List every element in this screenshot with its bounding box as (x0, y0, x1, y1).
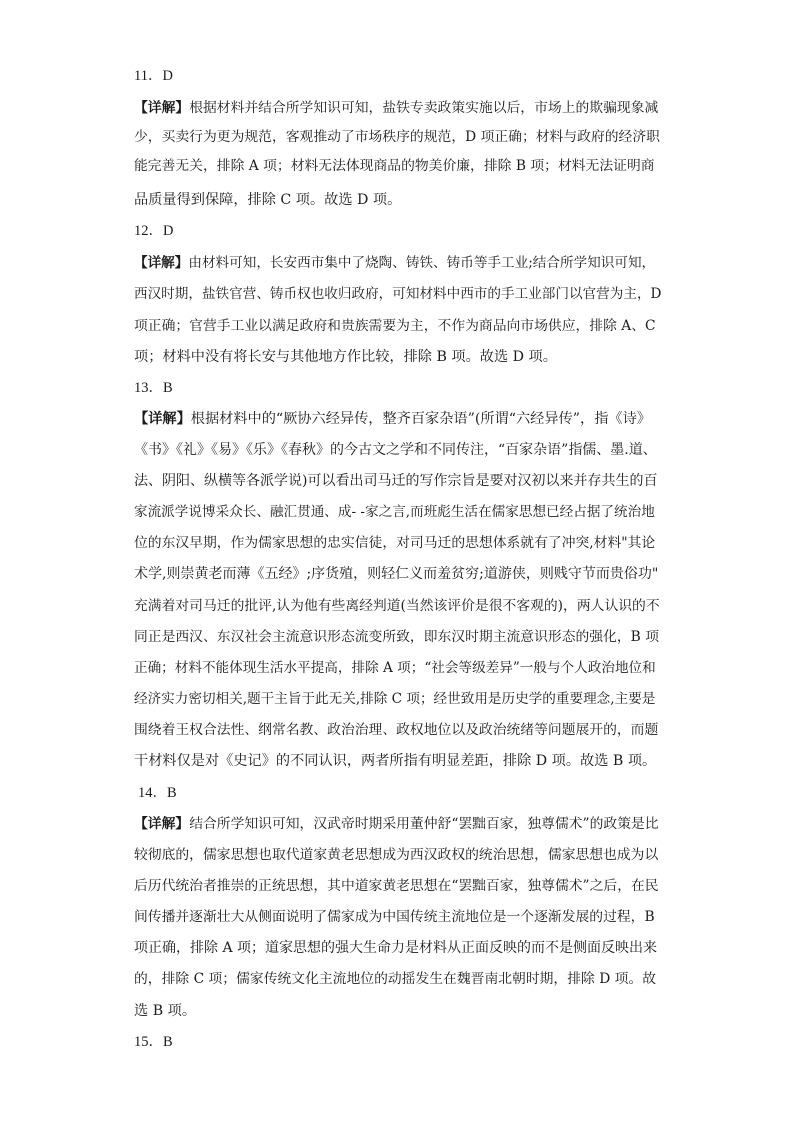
detail-tag: 【详解】 (134, 816, 190, 832)
q14-number: 14．B (138, 785, 177, 801)
q14-line-5: 项正确，排除 A 项；道家思想的强大生命力是材料从正面反映的而不是侧面反映出来 (134, 940, 658, 956)
q13-line-8: 同正是西汉、东汉社会主流意识形态流变所致，即东汉时期主流意识形态的强化，B 项 (134, 629, 660, 645)
q15-number: 15．B (134, 1034, 173, 1050)
q13-text: 根据材料中的“厥协六经异传，整齐百家杂语”(所谓“六经异传”，指《诗》 (190, 411, 651, 427)
q14-line-7: 选 B 项。 (134, 1003, 197, 1019)
q11-line-1 (134, 99, 658, 117)
q14-text: 结合所学知识可知，汉武帝时期采用董仲舒“罢黜百家，独尊儒术”的政策是比 (189, 816, 659, 832)
q13-line-11: 围绕着王权合法性、纲常名教、政治治理、政权地位以及政治统绪等问题展开的，而题 (134, 722, 659, 738)
q13-line-4: 家流派学说博采众长、融汇贯通、成- -家之言,而班彪生活在儒家思想已经占据了统治地 (134, 504, 655, 520)
q13-line-5: 位的东汉早期，作为儒家思想的忠实信徒，对司马迁的思想体系就有了冲突,材料"其论 (134, 535, 656, 551)
q13-number: 13．B (134, 380, 173, 396)
q14-line-3: 后历代统治者推崇的正统思想，其中道家黄老思想在“罢黜百家，独尊儒术”之后，在民 (134, 878, 659, 894)
q13-line-7: 充满着对司马迁的批评,认为他有些离经判道(当然该评价是很不客观的)，两人认识的不 (134, 598, 660, 614)
q11-text: 根据材料并结合所学知识可知，盐铁专卖政策实施以后，市场上的欺骗现象减 (189, 100, 659, 116)
q12-line-1 (134, 254, 655, 272)
q11-number: 11．D (134, 68, 173, 84)
q11-line-2: 少，买卖行为更为规范，客观推动了市场秩序的规范，D 项正确；材料与政府的经济职 (134, 129, 660, 145)
q12-line-2: 西汉时期，盐铁官营、铸币权也收归政府，可知材料中西市的手工业部门以官营为主，D (134, 286, 662, 302)
q14-line-2: 较彻底的，儒家思想也取代道家黄老思想成为西汉政权的统治思想，儒家思想也成为以 (134, 847, 659, 863)
q14-line-1 (134, 815, 659, 833)
q13-line-10: 经济实力密切相关,题干主旨于此无关,排除 C 项；经世致用是历史学的重要理念,主要是 (134, 691, 656, 707)
q13-line-12: 干材料仅是对《史记》的不同认识，两者所指有明显差距，排除 D 项。故选 B 项。 (134, 753, 657, 769)
q13-line-6: 术学,则崇黄老而薄《五经》;序货殖，则轻仁义而羞贫穷;道游侠，则贱守节而贵俗功" (134, 566, 659, 582)
detail-tag: 【详解】 (134, 411, 191, 427)
q13-line-1 (134, 410, 651, 428)
q11-line-3: 能完善无关，排除 A 项；材料无法体现商品的物美价廉，排除 B 项；材料无法证明商 (134, 158, 655, 174)
q12-text: 由材料可知，长安西市集中了烧陶、铸铁、铸币等手工业;结合所学知识可知， (188, 255, 656, 271)
q13-line-9: 正确；材料不能体现生活水平提高，排除 A 项；“社会等级差异”一般与个人政治地位和 (134, 660, 656, 676)
q14-line-6: 的，排除 C 项；儒家传统文化主流地位的动摇发生在魏晋南北朝时期，排除 D 项。故 (134, 971, 657, 987)
q11-line-4: 品质量得到保障，排除 C 项。故选 D 项。 (134, 192, 402, 208)
q13-line-3: 法、阴阳、纵横等各派学说)可以看出司马迁的写作宗旨是要对汉初以来并存共生的百 (134, 473, 658, 489)
detail-tag: 【详解】 (134, 100, 190, 116)
q12-line-3: 项正确；官营手工业以满足政府和贵族需要为主，不作为商品向市场供应，排除 A、C (134, 318, 656, 334)
detail-tag: 【详解】 (134, 255, 189, 271)
q14-line-4: 间传播并逐渐壮大从侧面说明了儒家成为中国传统主流地位是一个逐渐发展的过程，B (134, 909, 655, 925)
q12-line-4: 项；材料中没有将长安与其他地方作比较，排除 B 项。故选 D 项。 (134, 349, 557, 365)
q13-line-2: 《书》《礼》《易》《乐》《春秋》的今古文之学和不同传注，“百家杂语”指儒、墨.道、 (134, 442, 657, 458)
q12-number: 12．D (134, 223, 174, 239)
